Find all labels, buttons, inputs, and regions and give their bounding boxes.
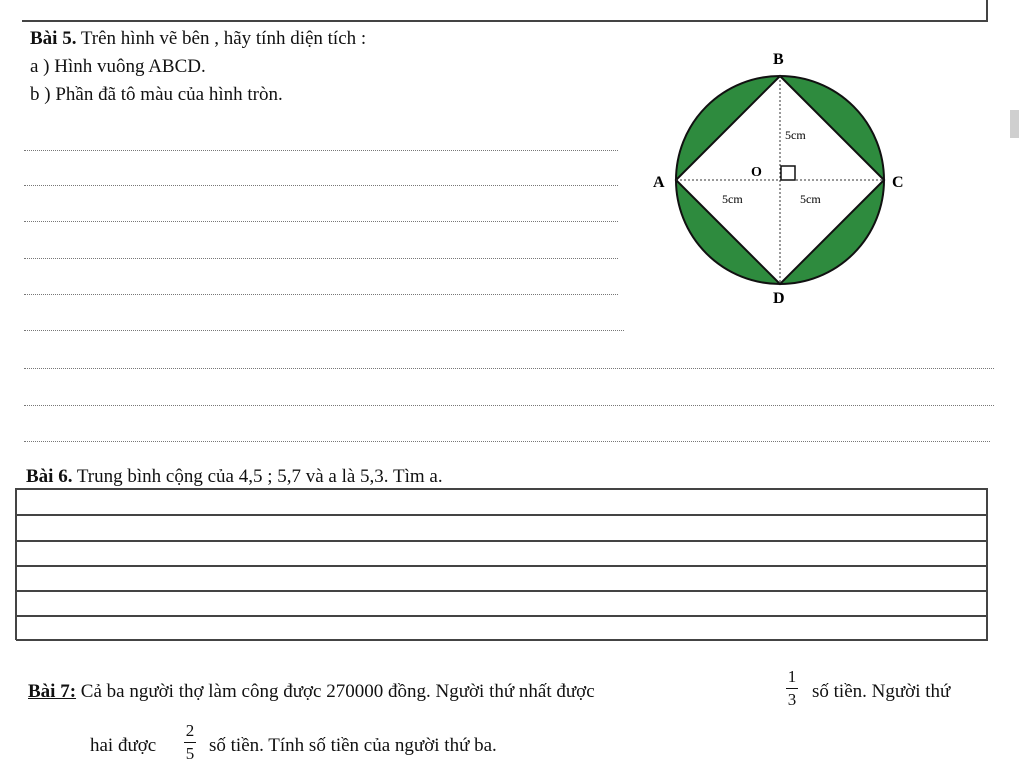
scrollbar-thumb[interactable] — [1010, 110, 1019, 138]
answer-rule — [16, 590, 988, 592]
bai5-prompt: Trên hình vẽ bên , hãy tính diện tích : — [76, 28, 367, 49]
bai7-line1-end: số tiền. Người thứ — [812, 681, 951, 702]
answer-box-right — [986, 488, 988, 640]
bai7-line2-end: số tiền. Tính số tiền của người thứ ba. — [209, 735, 497, 756]
fraction-numerator: 1 — [787, 667, 797, 686]
bai7-line1-text: Cả ba người thợ làm công được 270000 đồng. Người thứ nhất được — [76, 681, 595, 702]
answer-line — [24, 185, 618, 186]
label-a: A — [653, 174, 665, 191]
fraction-denominator: 5 — [185, 744, 195, 763]
answer-rule — [16, 540, 988, 542]
answer-line — [24, 405, 994, 406]
answer-rule — [16, 514, 988, 516]
fraction-numerator: 2 — [185, 721, 195, 740]
bai7-line1 — [28, 681, 595, 703]
bai5-title — [30, 28, 366, 50]
fraction-two-fifths — [184, 722, 196, 762]
length-oa: 5cm — [722, 192, 743, 206]
label-b: B — [773, 51, 784, 68]
answer-line — [24, 330, 624, 331]
answer-line — [24, 221, 618, 222]
bai5-part-a: a ) Hình vuông ABCD. — [30, 56, 206, 77]
answer-line — [24, 441, 990, 442]
answer-line — [24, 258, 618, 259]
label-d: D — [773, 290, 785, 307]
circle-square-figure — [640, 40, 920, 310]
answer-rule — [16, 565, 988, 567]
length-ob: 5cm — [785, 128, 806, 142]
bai7-line2-start: hai được — [90, 735, 157, 756]
label-c: C — [892, 174, 904, 191]
answer-line — [24, 294, 618, 295]
top-box-edge — [986, 0, 988, 21]
label-o: O — [751, 165, 762, 180]
answer-rule — [16, 639, 988, 641]
answer-line — [24, 368, 994, 369]
bai6-title — [26, 466, 443, 488]
bai6-heading: Bài 6. — [26, 466, 73, 487]
bai6-prompt: Trung bình cộng của 4,5 ; 5,7 và a là 5,3. Tìm a. — [72, 466, 443, 487]
answer-rule — [16, 488, 988, 490]
length-oc: 5cm — [800, 192, 821, 206]
answer-box-left — [15, 488, 17, 640]
fraction-one-third — [786, 668, 798, 708]
bai7-heading: Bài 7: — [28, 681, 77, 702]
bai5-part-b: b ) Phần đã tô màu của hình tròn. — [30, 84, 283, 105]
fraction-denominator: 3 — [787, 690, 797, 709]
bai5-heading: Bài 5. — [30, 28, 77, 49]
answer-rule — [16, 615, 988, 617]
top-box-line — [22, 20, 988, 22]
answer-line — [24, 150, 618, 151]
